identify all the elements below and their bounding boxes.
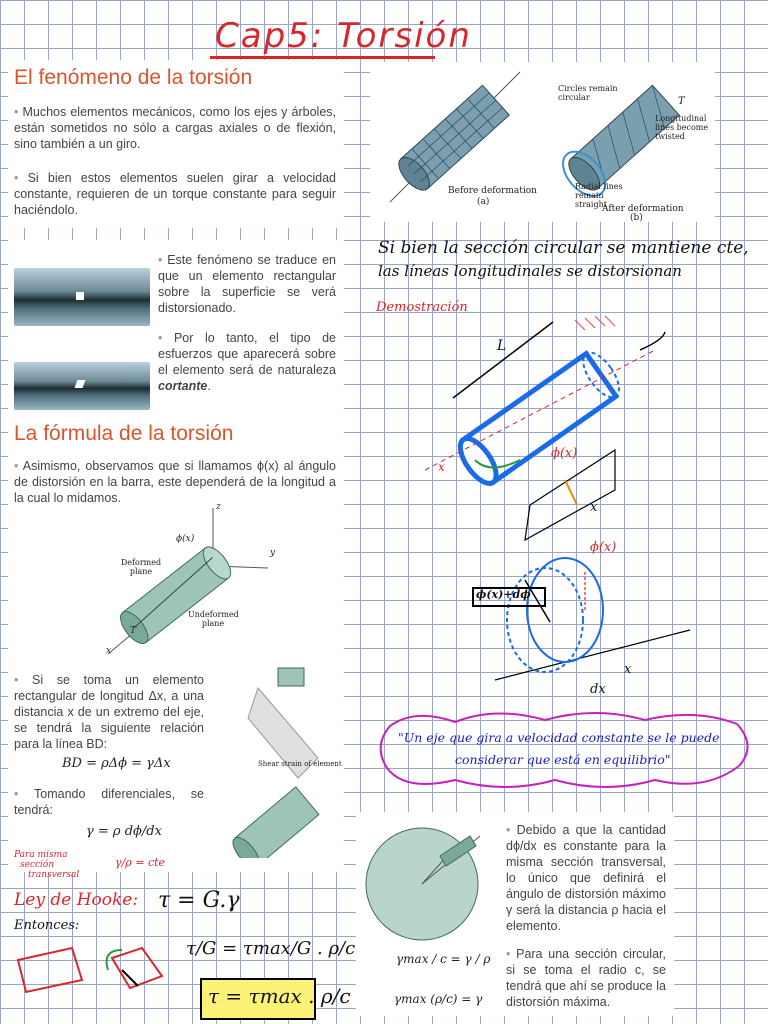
- shear-element-diagram: [228, 658, 338, 858]
- eq-gamma: γ = ρ dϕ/dx: [86, 824, 162, 839]
- bullet-angulo: • Asimismo, observamos que si llamamos ϕ(x) al ángulo de distorsión en la barra, este dependerá de la longitud a la cual lo midamos.: [14, 458, 336, 506]
- fig-y-label: y: [270, 548, 276, 558]
- section-heading-fenomeno: El fenómeno de la torsión: [14, 66, 253, 89]
- page-title: Cap5: Torsión: [215, 16, 472, 56]
- sketch-x2-label: x: [590, 500, 598, 515]
- fig-x-label: x: [106, 646, 112, 656]
- sketch-x3-label: x: [624, 662, 632, 677]
- bullet-constante: • Debido a que la cantidad dϕ/dx es constante para la misma sección transversal, lo único que definirá el ángulo de distorsión máximo γ será la distancia ρ hacia el elemento.: [506, 822, 666, 934]
- note-line1: Si bien la sección circular se mantiene cte,: [378, 238, 749, 258]
- slide-elemento: [8, 240, 344, 420]
- note-line2: las líneas longitudinales se distorsionan: [378, 262, 682, 280]
- shaft-diagram: [370, 62, 715, 222]
- shear-caption: Shear strain of element: [258, 760, 342, 768]
- hooke-eq: τ = G.γ: [158, 888, 240, 913]
- slide-formula: [8, 420, 344, 872]
- sketch-phi-dphi-label: ϕ(x)+dϕ: [476, 588, 531, 601]
- photo-bar-before: [14, 268, 150, 326]
- sketch-x-label: x: [438, 460, 445, 474]
- element-sketches: [12, 940, 182, 1010]
- label-circles: Circles remain circular: [558, 84, 618, 102]
- entonces-label: Entonces:: [14, 918, 80, 933]
- bullet-radio-c: • Para una sección circular, si se toma el radio c, se tendrá que ahí se produce la distorsión máxima.: [506, 946, 666, 1010]
- quote-line1: "Un eje que gira a velocidad constante se le puede: [398, 730, 720, 745]
- bullet-elemento-bd: • Si se toma un elemento rectangular de longitud Δx, a una distancia x de un extremo del eje, se tendrá la siguiente relación para la línea BD:: [14, 672, 204, 752]
- side-note-3: transversal: [28, 870, 80, 880]
- label-longitudinal: Longitudinal lines become twisted: [655, 114, 709, 141]
- derivation-eq: τ/G = τmax/G . ρ/c: [186, 938, 356, 959]
- eq-gamma-max: γmax (ρ/c) = γ: [394, 992, 483, 1006]
- bullet-cortante: • Por lo tanto, el tipo de esfuerzos que aparecerá sobre el elemento será de naturaleza cortante.: [158, 330, 336, 394]
- fig-undeformed-label: Undeformed plane: [188, 610, 239, 628]
- label-before-tag: (a): [477, 197, 490, 207]
- handdrawn-shaft-sketch: [425, 310, 755, 720]
- side-note-2: sección: [20, 860, 55, 870]
- label-radial: Radial lines remain straight: [575, 182, 623, 209]
- bullet-diferenciales: • Tomando diferenciales, se tendrá:: [14, 786, 204, 818]
- photo-bar-after: [14, 362, 150, 410]
- sketch-dx-label: dx: [590, 682, 606, 697]
- label-before: Before deformation: [448, 186, 537, 196]
- sketch-phi-label: ϕ(x): [551, 446, 578, 461]
- label-after-tag: (b): [630, 213, 643, 223]
- sketch-L-label: L: [497, 338, 507, 354]
- side-note-result: γ/ρ = cte: [115, 856, 166, 869]
- final-eq: τ = τmax . ρ/c: [208, 984, 351, 1008]
- bullet-ejes: • Muchos elementos mecánicos, como los ejes y árboles, están sometidos no sólo a cargas axiales o de flexión, sino también a un giro.: [14, 104, 336, 152]
- eq-bd: BD = ρΔϕ = γΔx: [62, 756, 171, 771]
- slide-fenomeno: [8, 60, 344, 228]
- figure-deformation: [370, 62, 715, 222]
- bullet-distorsion: • Este fenómeno se traduce en que un elemento rectangular sobre la superficie se verá distorsionado.: [158, 252, 336, 316]
- circular-section-diagram: [360, 816, 490, 946]
- note-demostracion: Demostración: [376, 300, 468, 315]
- bullet-torque: • Si bien estos elementos suelen girar a velocidad constante, requieren de un torque constante para seguir haciéndolo.: [14, 170, 336, 218]
- slide-maxima: [356, 812, 674, 1016]
- hooke-title: Ley de Hooke:: [14, 890, 139, 910]
- side-note-1: Para misma: [14, 850, 68, 860]
- quote-line2: considerar que está en equilibrio": [455, 752, 671, 767]
- fig-z-label: z: [216, 502, 221, 512]
- title-underline: [210, 56, 435, 59]
- label-after: After deformation: [602, 204, 684, 214]
- quote-bubble: [375, 706, 760, 796]
- section-heading-formula: La fórmula de la torsión: [14, 422, 234, 445]
- fig-deformed-label: Deformed plane: [120, 558, 162, 576]
- fig-t-label: T: [130, 626, 137, 636]
- sketch-phi2-label: ϕ(x): [590, 540, 617, 555]
- label-torque-t: T: [678, 96, 685, 107]
- eq-gamma-max-ratio: γmax / c = γ / ρ: [396, 952, 491, 966]
- fig-phi-label: ϕ(x): [176, 534, 195, 544]
